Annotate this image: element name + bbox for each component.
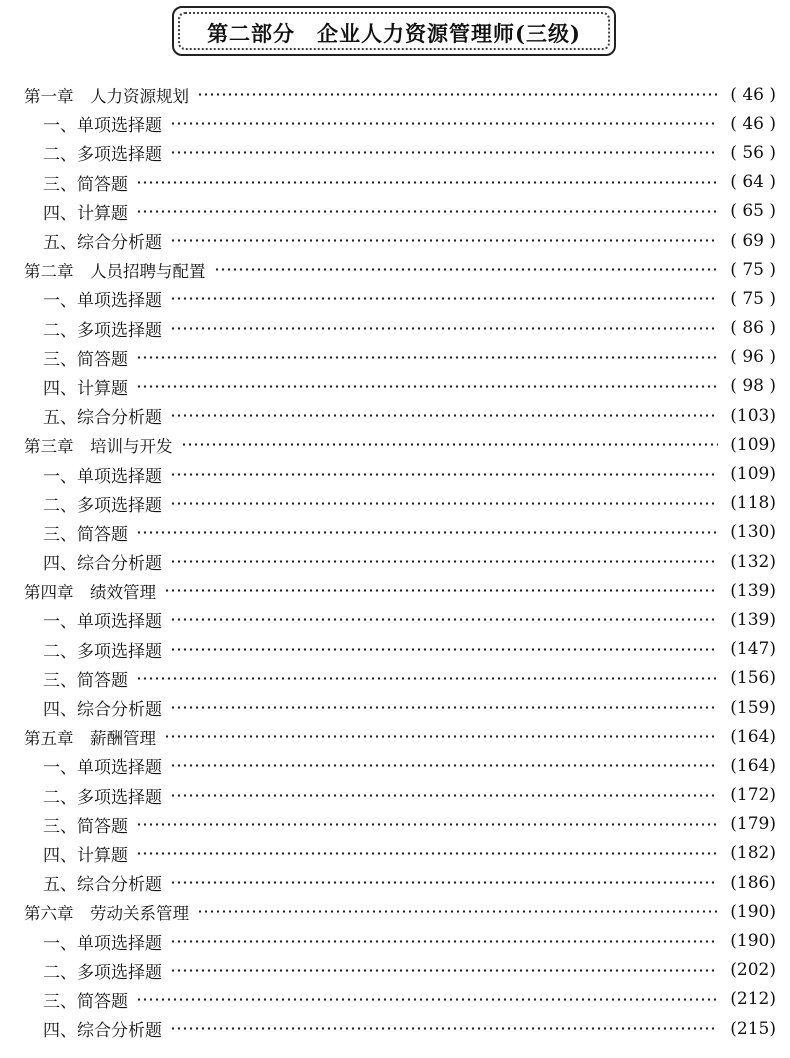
toc-entry-label: 一、单项选择题 bbox=[43, 116, 162, 137]
dot-leader bbox=[181, 443, 719, 446]
toc-section-row bbox=[24, 926, 776, 955]
dot-leader bbox=[170, 473, 718, 476]
dot-leader bbox=[170, 618, 718, 621]
dot-leader bbox=[136, 385, 718, 388]
toc-entry-label: 第五章 薪酬管理 bbox=[24, 728, 156, 748]
dot-leader bbox=[170, 502, 718, 505]
toc-section-row bbox=[24, 284, 776, 313]
toc-page-number: ( 64 ) bbox=[730, 172, 776, 193]
dot-leader bbox=[170, 764, 718, 767]
toc-chapter-row bbox=[24, 897, 776, 926]
toc-section-row bbox=[24, 518, 776, 547]
toc-page-number: (179) bbox=[730, 814, 776, 835]
dot-leader bbox=[197, 910, 718, 913]
toc-page-number: (215) bbox=[730, 1018, 776, 1039]
toc-entry-label: 四、综合分析题 bbox=[43, 554, 162, 575]
toc-section-row bbox=[24, 1014, 776, 1043]
toc-entry-label: 四、综合分析题 bbox=[43, 1021, 162, 1042]
dot-leader bbox=[170, 414, 718, 417]
toc-page-number: (159) bbox=[730, 697, 776, 718]
toc-page-number: (212) bbox=[730, 989, 776, 1010]
toc-page-number: (103) bbox=[730, 405, 776, 426]
toc-section-row bbox=[24, 109, 776, 138]
toc-entry-label: 五、综合分析题 bbox=[43, 875, 162, 896]
dot-leader bbox=[170, 1027, 718, 1030]
dot-leader bbox=[214, 268, 719, 271]
toc-section-row bbox=[24, 839, 776, 868]
toc-section-row bbox=[24, 635, 776, 664]
dot-leader bbox=[170, 706, 718, 709]
toc-page-number: (164) bbox=[730, 755, 776, 776]
toc-entry-label: 三、简答题 bbox=[43, 991, 128, 1012]
toc-chapter-row bbox=[24, 430, 776, 459]
toc-chapter-row bbox=[24, 80, 776, 109]
toc-chapter-row bbox=[24, 255, 776, 284]
toc-entry-label: 三、简答题 bbox=[43, 174, 128, 195]
toc-entry-label: 三、简答题 bbox=[43, 524, 128, 545]
toc-page-number: (139) bbox=[730, 609, 776, 630]
toc-page-number: (109) bbox=[730, 464, 776, 485]
toc-page-number: (182) bbox=[730, 843, 776, 864]
toc-page-number: ( 46 ) bbox=[730, 113, 776, 134]
table-of-contents bbox=[24, 80, 776, 1043]
toc-entry-label: 四、综合分析题 bbox=[43, 700, 162, 721]
toc-page-number: ( 86 ) bbox=[730, 318, 776, 339]
toc-entry-label: 第二章 人员招聘与配置 bbox=[24, 261, 206, 281]
dot-leader bbox=[136, 356, 718, 359]
toc-section-row bbox=[24, 226, 776, 255]
toc-page-number: (147) bbox=[730, 639, 776, 660]
toc-entry-label: 五、综合分析题 bbox=[43, 408, 162, 429]
toc-entry-label: 一、单项选择题 bbox=[43, 466, 162, 487]
toc-page-number: (118) bbox=[730, 493, 776, 514]
toc-section-row bbox=[24, 781, 776, 810]
toc-entry-label: 二、多项选择题 bbox=[43, 320, 162, 341]
toc-section-row bbox=[24, 751, 776, 780]
toc-entry-label: 四、计算题 bbox=[43, 378, 128, 399]
toc-page-number: ( 69 ) bbox=[730, 230, 776, 251]
dot-leader bbox=[164, 735, 718, 738]
toc-section-row bbox=[24, 605, 776, 634]
toc-page-number: ( 75 ) bbox=[730, 288, 776, 309]
dot-leader bbox=[170, 560, 718, 563]
toc-page-number: ( 96 ) bbox=[730, 347, 776, 368]
dot-leader bbox=[170, 648, 718, 651]
toc-entry-label: 四、计算题 bbox=[43, 845, 128, 866]
toc-section-row bbox=[24, 693, 776, 722]
toc-page-number: (130) bbox=[730, 522, 776, 543]
toc-entry-label: 二、多项选择题 bbox=[43, 495, 162, 516]
dot-leader bbox=[136, 181, 718, 184]
dot-leader bbox=[170, 297, 718, 300]
toc-section-row bbox=[24, 810, 776, 839]
toc-page-number: (190) bbox=[730, 931, 776, 952]
toc-section-row bbox=[24, 401, 776, 430]
toc-section-row bbox=[24, 168, 776, 197]
toc-entry-label: 二、多项选择题 bbox=[43, 962, 162, 983]
toc-section-row bbox=[24, 314, 776, 343]
dot-leader bbox=[197, 93, 718, 96]
toc-entry-label: 一、单项选择题 bbox=[43, 758, 162, 779]
part-title: 第二部分 企业人力资源管理师(三级) bbox=[207, 21, 581, 46]
dot-leader bbox=[136, 852, 718, 855]
dot-leader bbox=[170, 969, 718, 972]
toc-chapter-row bbox=[24, 722, 776, 751]
dot-leader bbox=[136, 210, 718, 213]
toc-entry-label: 二、多项选择题 bbox=[43, 145, 162, 166]
toc-entry-label: 第六章 劳动关系管理 bbox=[24, 903, 189, 923]
toc-page-number: ( 75 ) bbox=[730, 259, 776, 280]
toc-page-number: (164) bbox=[730, 726, 776, 747]
dot-leader bbox=[136, 998, 718, 1001]
toc-section-row bbox=[24, 343, 776, 372]
toc-entry-label: 一、单项选择题 bbox=[43, 933, 162, 954]
toc-entry-label: 三、简答题 bbox=[43, 670, 128, 691]
dot-leader bbox=[170, 940, 718, 943]
toc-section-row bbox=[24, 197, 776, 226]
toc-entry-label: 二、多项选择题 bbox=[43, 787, 162, 808]
toc-section-row bbox=[24, 489, 776, 518]
toc-entry-label: 第三章 培训与开发 bbox=[24, 436, 173, 456]
part-title-frame bbox=[172, 6, 616, 56]
toc-section-row bbox=[24, 547, 776, 576]
toc-page-number: (139) bbox=[730, 580, 776, 601]
toc-page-number: (156) bbox=[730, 668, 776, 689]
dot-leader bbox=[170, 881, 718, 884]
toc-entry-label: 三、简答题 bbox=[43, 349, 128, 370]
toc-page-number: (109) bbox=[730, 434, 776, 455]
toc-entry-label: 四、计算题 bbox=[43, 203, 128, 224]
toc-page-number: (202) bbox=[730, 960, 776, 981]
dot-leader bbox=[170, 794, 718, 797]
toc-page-number: (132) bbox=[730, 551, 776, 572]
toc-page-number: ( 98 ) bbox=[730, 376, 776, 397]
toc-entry-label: 五、综合分析题 bbox=[43, 233, 162, 254]
toc-page-number: ( 46 ) bbox=[730, 84, 776, 105]
dot-leader bbox=[170, 151, 718, 154]
toc-section-row bbox=[24, 664, 776, 693]
toc-entry-label: 三、简答题 bbox=[43, 816, 128, 837]
dot-leader bbox=[136, 677, 718, 680]
toc-chapter-row bbox=[24, 576, 776, 605]
toc-page-number: (190) bbox=[730, 901, 776, 922]
toc-section-row bbox=[24, 372, 776, 401]
toc-entry-label: 一、单项选择题 bbox=[43, 291, 162, 312]
dot-leader bbox=[170, 239, 718, 242]
toc-page-number: (186) bbox=[730, 872, 776, 893]
toc-section-row bbox=[24, 868, 776, 897]
toc-page-number: ( 65 ) bbox=[730, 201, 776, 222]
toc-page-number: (172) bbox=[730, 785, 776, 806]
toc-section-row bbox=[24, 459, 776, 488]
toc-entry-label: 第一章 人力资源规划 bbox=[24, 86, 189, 106]
toc-entry-label: 二、多项选择题 bbox=[43, 641, 162, 662]
dot-leader bbox=[170, 122, 718, 125]
dot-leader bbox=[164, 589, 718, 592]
dot-leader bbox=[136, 823, 718, 826]
toc-entry-label: 一、单项选择题 bbox=[43, 612, 162, 633]
toc-section-row bbox=[24, 985, 776, 1014]
toc-page-number: ( 56 ) bbox=[730, 142, 776, 163]
dot-leader bbox=[170, 327, 718, 330]
toc-section-row bbox=[24, 956, 776, 985]
dot-leader bbox=[136, 531, 718, 534]
toc-entry-label: 第四章 绩效管理 bbox=[24, 582, 156, 602]
toc-section-row bbox=[24, 138, 776, 167]
